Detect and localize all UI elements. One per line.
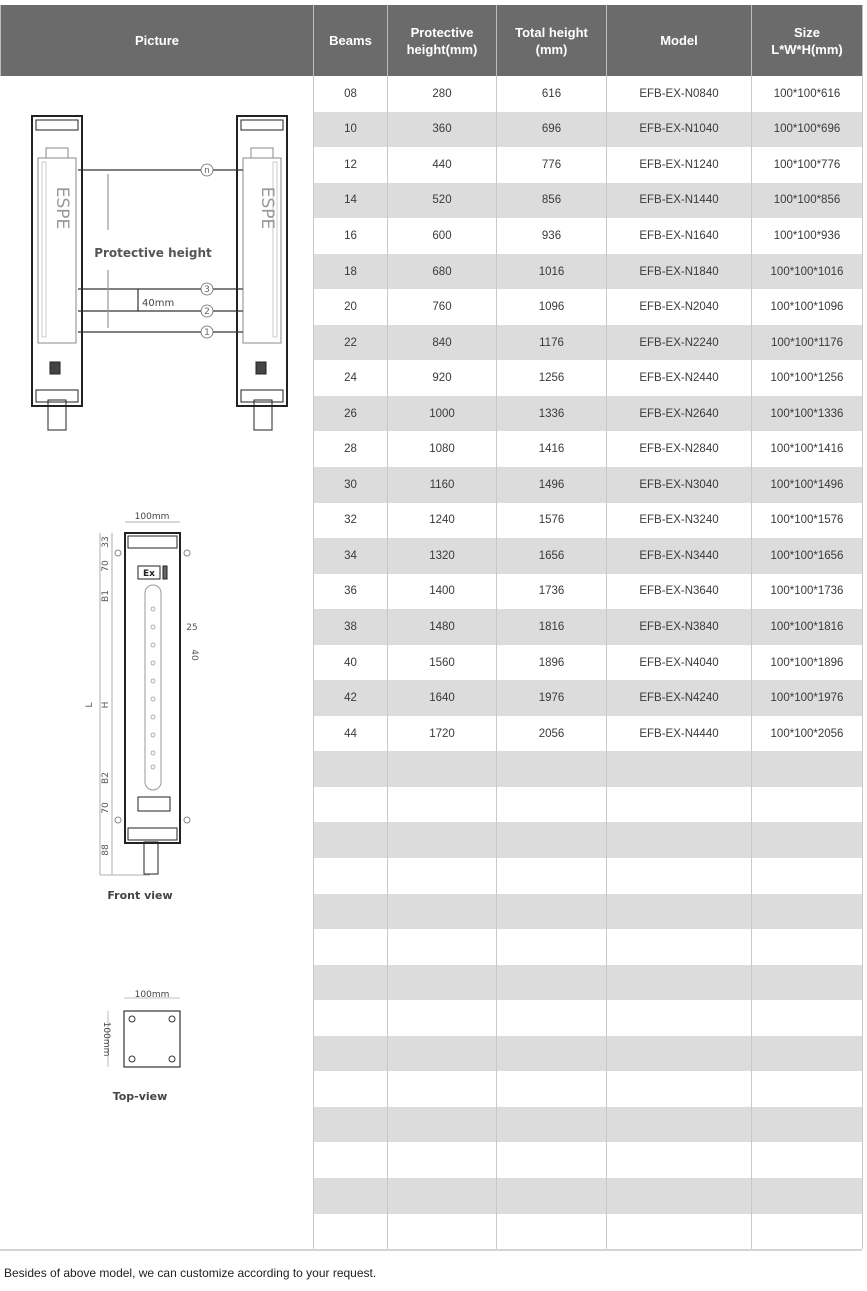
cell-protective-height xyxy=(388,1142,497,1178)
cell-total-height: 1656 xyxy=(497,538,607,574)
cell-protective-height xyxy=(388,894,497,930)
cell-total-height: 1816 xyxy=(497,609,607,645)
cell-beams: 08 xyxy=(314,76,388,112)
cell-protective-height: 1720 xyxy=(388,716,497,752)
cell-size xyxy=(752,1036,863,1072)
cell-size: 100*100*1896 xyxy=(752,645,863,681)
cell-size: 100*100*616 xyxy=(752,76,863,112)
header-picture: Picture xyxy=(1,5,314,76)
cell-protective-height xyxy=(388,1036,497,1072)
cell-total-height xyxy=(497,929,607,965)
protective-height-label: Protective height xyxy=(94,246,212,260)
cell-model: EFB-EX-N3440 xyxy=(607,538,752,574)
dim-25: 25 xyxy=(186,623,198,633)
cell-model xyxy=(607,894,752,930)
cell-protective-height: 680 xyxy=(388,254,497,290)
cell-size xyxy=(752,1214,863,1250)
cell-protective-height xyxy=(388,1071,497,1107)
cell-protective-height xyxy=(388,1107,497,1143)
cell-total-height: 1096 xyxy=(497,289,607,325)
ex-mark: Ex xyxy=(143,569,155,579)
top-view-diagram xyxy=(60,980,230,1110)
cell-size: 100*100*1416 xyxy=(752,431,863,467)
front-width-label: 100mm xyxy=(134,512,170,522)
cell-size xyxy=(752,1142,863,1178)
cell-model: EFB-EX-N2040 xyxy=(607,289,752,325)
cell-size: 100*100*1976 xyxy=(752,680,863,716)
cell-size: 100*100*1016 xyxy=(752,254,863,290)
cell-beams: 26 xyxy=(314,396,388,432)
cell-model: EFB-EX-N0840 xyxy=(607,76,752,112)
cell-total-height: 936 xyxy=(497,218,607,254)
cell-beams xyxy=(314,1142,388,1178)
cell-protective-height: 1400 xyxy=(388,574,497,610)
cell-total-height: 1016 xyxy=(497,254,607,290)
cell-model: EFB-EX-N4440 xyxy=(607,716,752,752)
cell-model: EFB-EX-N3240 xyxy=(607,503,752,539)
header-model: Model xyxy=(607,5,752,76)
espe-label-left: ESPE xyxy=(52,186,72,230)
cell-beams xyxy=(314,1071,388,1107)
cell-beams: 32 xyxy=(314,503,388,539)
cell-protective-height: 840 xyxy=(388,325,497,361)
cell-total-height: 1336 xyxy=(497,396,607,432)
cell-size: 100*100*1736 xyxy=(752,574,863,610)
right-column xyxy=(237,116,287,430)
cell-model xyxy=(607,1214,752,1250)
cell-model: EFB-EX-N3840 xyxy=(607,609,752,645)
footnote: Besides of above model, we can customize according to your request. xyxy=(4,1266,377,1280)
cell-protective-height: 1320 xyxy=(388,538,497,574)
cell-protective-height: 520 xyxy=(388,183,497,219)
cell-beams: 24 xyxy=(314,360,388,396)
beam-marker-2: 2 xyxy=(204,307,210,317)
cell-total-height: 1576 xyxy=(497,503,607,539)
cell-model xyxy=(607,1178,752,1214)
cell-beams xyxy=(314,858,388,894)
cell-total-height xyxy=(497,751,607,787)
cell-model xyxy=(607,1036,752,1072)
cell-model: EFB-EX-N1240 xyxy=(607,147,752,183)
cell-total-height xyxy=(497,965,607,1001)
cell-size xyxy=(752,965,863,1001)
cell-model xyxy=(607,1000,752,1036)
cell-total-height xyxy=(497,787,607,823)
cell-protective-height xyxy=(388,1214,497,1250)
cell-total-height: 1896 xyxy=(497,645,607,681)
cell-total-height xyxy=(497,1214,607,1250)
cell-beams: 28 xyxy=(314,431,388,467)
cell-size xyxy=(752,822,863,858)
cell-beams: 40 xyxy=(314,645,388,681)
header-total-height: Total height (mm) xyxy=(497,5,607,76)
cell-beams: 44 xyxy=(314,716,388,752)
cell-protective-height: 1160 xyxy=(388,467,497,503)
cell-beams: 20 xyxy=(314,289,388,325)
dim-70-bottom: 70 xyxy=(101,802,111,814)
cell-total-height xyxy=(497,1178,607,1214)
cell-total-height: 616 xyxy=(497,76,607,112)
cell-model: EFB-EX-N4240 xyxy=(607,680,752,716)
cell-total-height xyxy=(497,894,607,930)
cell-protective-height: 440 xyxy=(388,147,497,183)
cell-model xyxy=(607,929,752,965)
cell-model: EFB-EX-N1040 xyxy=(607,112,752,148)
dim-b2: B2 xyxy=(101,772,111,784)
cell-model xyxy=(607,1142,752,1178)
cell-beams: 18 xyxy=(314,254,388,290)
cell-protective-height xyxy=(388,929,497,965)
cell-model: EFB-EX-N3640 xyxy=(607,574,752,610)
cell-beams: 42 xyxy=(314,680,388,716)
dim-33: 33 xyxy=(101,536,111,548)
cell-protective-height: 600 xyxy=(388,218,497,254)
cell-protective-height: 1080 xyxy=(388,431,497,467)
cell-protective-height: 1640 xyxy=(388,680,497,716)
cell-total-height xyxy=(497,858,607,894)
cell-size xyxy=(752,1178,863,1214)
cell-protective-height xyxy=(388,787,497,823)
cell-size: 100*100*776 xyxy=(752,147,863,183)
side-view-diagram xyxy=(0,80,310,440)
cell-total-height: 776 xyxy=(497,147,607,183)
cell-size: 100*100*1096 xyxy=(752,289,863,325)
cell-total-height: 696 xyxy=(497,112,607,148)
cell-total-height: 2056 xyxy=(497,716,607,752)
cell-model: EFB-EX-N2240 xyxy=(607,325,752,361)
pitch-label: 40mm xyxy=(142,298,175,309)
cell-beams: 14 xyxy=(314,183,388,219)
cell-total-height xyxy=(497,1000,607,1036)
cell-total-height: 1976 xyxy=(497,680,607,716)
beam-marker-3: 3 xyxy=(204,285,210,295)
cell-protective-height xyxy=(388,858,497,894)
cell-total-height: 856 xyxy=(497,183,607,219)
cell-protective-height xyxy=(388,1178,497,1214)
cell-total-height xyxy=(497,822,607,858)
cell-beams: 38 xyxy=(314,609,388,645)
cell-protective-height: 360 xyxy=(388,112,497,148)
cell-beams xyxy=(314,894,388,930)
cell-model xyxy=(607,858,752,894)
cell-beams: 10 xyxy=(314,112,388,148)
cell-model xyxy=(607,965,752,1001)
cell-size xyxy=(752,858,863,894)
cell-model xyxy=(607,787,752,823)
front-view-diagram xyxy=(60,500,230,910)
dim-70-top: 70 xyxy=(101,560,111,572)
cell-protective-height: 760 xyxy=(388,289,497,325)
cell-protective-height: 1560 xyxy=(388,645,497,681)
cell-total-height xyxy=(497,1036,607,1072)
cell-model xyxy=(607,822,752,858)
cell-protective-height xyxy=(388,965,497,1001)
cell-size: 100*100*936 xyxy=(752,218,863,254)
cell-total-height: 1256 xyxy=(497,360,607,396)
cell-beams: 34 xyxy=(314,538,388,574)
cell-model: EFB-EX-N1440 xyxy=(607,183,752,219)
cell-model xyxy=(607,1107,752,1143)
espe-label-right: ESPE xyxy=(257,186,277,230)
cell-model: EFB-EX-N1840 xyxy=(607,254,752,290)
cell-size: 100*100*1496 xyxy=(752,467,863,503)
cell-beams xyxy=(314,1107,388,1143)
cell-size: 100*100*1576 xyxy=(752,503,863,539)
cell-beams xyxy=(314,1000,388,1036)
cell-protective-height: 1240 xyxy=(388,503,497,539)
cell-size xyxy=(752,929,863,965)
dim-88: 88 xyxy=(101,844,111,856)
cell-size xyxy=(752,1000,863,1036)
cell-beams: 12 xyxy=(314,147,388,183)
table-bottom-border xyxy=(0,1249,862,1251)
dim-h: H xyxy=(101,701,111,709)
cell-beams xyxy=(314,1214,388,1250)
cell-size xyxy=(752,1071,863,1107)
cell-size: 100*100*1336 xyxy=(752,396,863,432)
cell-model: EFB-EX-N1640 xyxy=(607,218,752,254)
cell-model xyxy=(607,1071,752,1107)
cell-model: EFB-EX-N2440 xyxy=(607,360,752,396)
top-depth-label: 100mm xyxy=(101,1021,111,1057)
front-view-caption: Front view xyxy=(107,889,173,902)
cell-protective-height xyxy=(388,1000,497,1036)
beam-marker-1: 1 xyxy=(204,328,210,338)
cell-beams: 36 xyxy=(314,574,388,610)
dim-b1: B1 xyxy=(101,590,111,602)
cell-beams xyxy=(314,929,388,965)
cell-model xyxy=(607,751,752,787)
header-beams: Beams xyxy=(314,5,388,76)
header-protective-height: Protective height(mm) xyxy=(388,5,497,76)
top-width-label: 100mm xyxy=(134,990,170,1000)
cell-model: EFB-EX-N2640 xyxy=(607,396,752,432)
cell-beams xyxy=(314,1036,388,1072)
cell-protective-height xyxy=(388,751,497,787)
cell-beams xyxy=(314,965,388,1001)
header-row xyxy=(1,5,863,76)
cell-model: EFB-EX-N3040 xyxy=(607,467,752,503)
cell-beams: 16 xyxy=(314,218,388,254)
cell-protective-height xyxy=(388,822,497,858)
cell-total-height xyxy=(497,1107,607,1143)
cell-size: 100*100*856 xyxy=(752,183,863,219)
cell-protective-height: 280 xyxy=(388,76,497,112)
cell-beams: 30 xyxy=(314,467,388,503)
cell-beams xyxy=(314,787,388,823)
cell-total-height: 1736 xyxy=(497,574,607,610)
cell-beams xyxy=(314,1178,388,1214)
cell-total-height: 1416 xyxy=(497,431,607,467)
cell-size xyxy=(752,751,863,787)
left-column xyxy=(32,116,82,430)
cell-model: EFB-EX-N2840 xyxy=(607,431,752,467)
cell-size: 100*100*1256 xyxy=(752,360,863,396)
cell-size: 100*100*1656 xyxy=(752,538,863,574)
top-view-caption: Top-view xyxy=(112,1090,168,1103)
cell-size: 100*100*696 xyxy=(752,112,863,148)
cell-total-height: 1176 xyxy=(497,325,607,361)
cell-protective-height: 1480 xyxy=(388,609,497,645)
dim-l: L xyxy=(85,702,95,708)
cell-total-height xyxy=(497,1071,607,1107)
cell-total-height: 1496 xyxy=(497,467,607,503)
cell-size xyxy=(752,1107,863,1143)
cell-size xyxy=(752,894,863,930)
cell-size: 100*100*2056 xyxy=(752,716,863,752)
beam-marker-n: n xyxy=(204,166,210,176)
cell-size: 100*100*1176 xyxy=(752,325,863,361)
cell-beams: 22 xyxy=(314,325,388,361)
cell-beams xyxy=(314,822,388,858)
header-size: Size L*W*H(mm) xyxy=(752,5,863,76)
cell-total-height xyxy=(497,1142,607,1178)
dim-40: 40 xyxy=(189,649,199,661)
cell-model: EFB-EX-N4040 xyxy=(607,645,752,681)
cell-protective-height: 1000 xyxy=(388,396,497,432)
cell-size xyxy=(752,787,863,823)
cell-beams xyxy=(314,751,388,787)
cell-size: 100*100*1816 xyxy=(752,609,863,645)
cell-protective-height: 920 xyxy=(388,360,497,396)
